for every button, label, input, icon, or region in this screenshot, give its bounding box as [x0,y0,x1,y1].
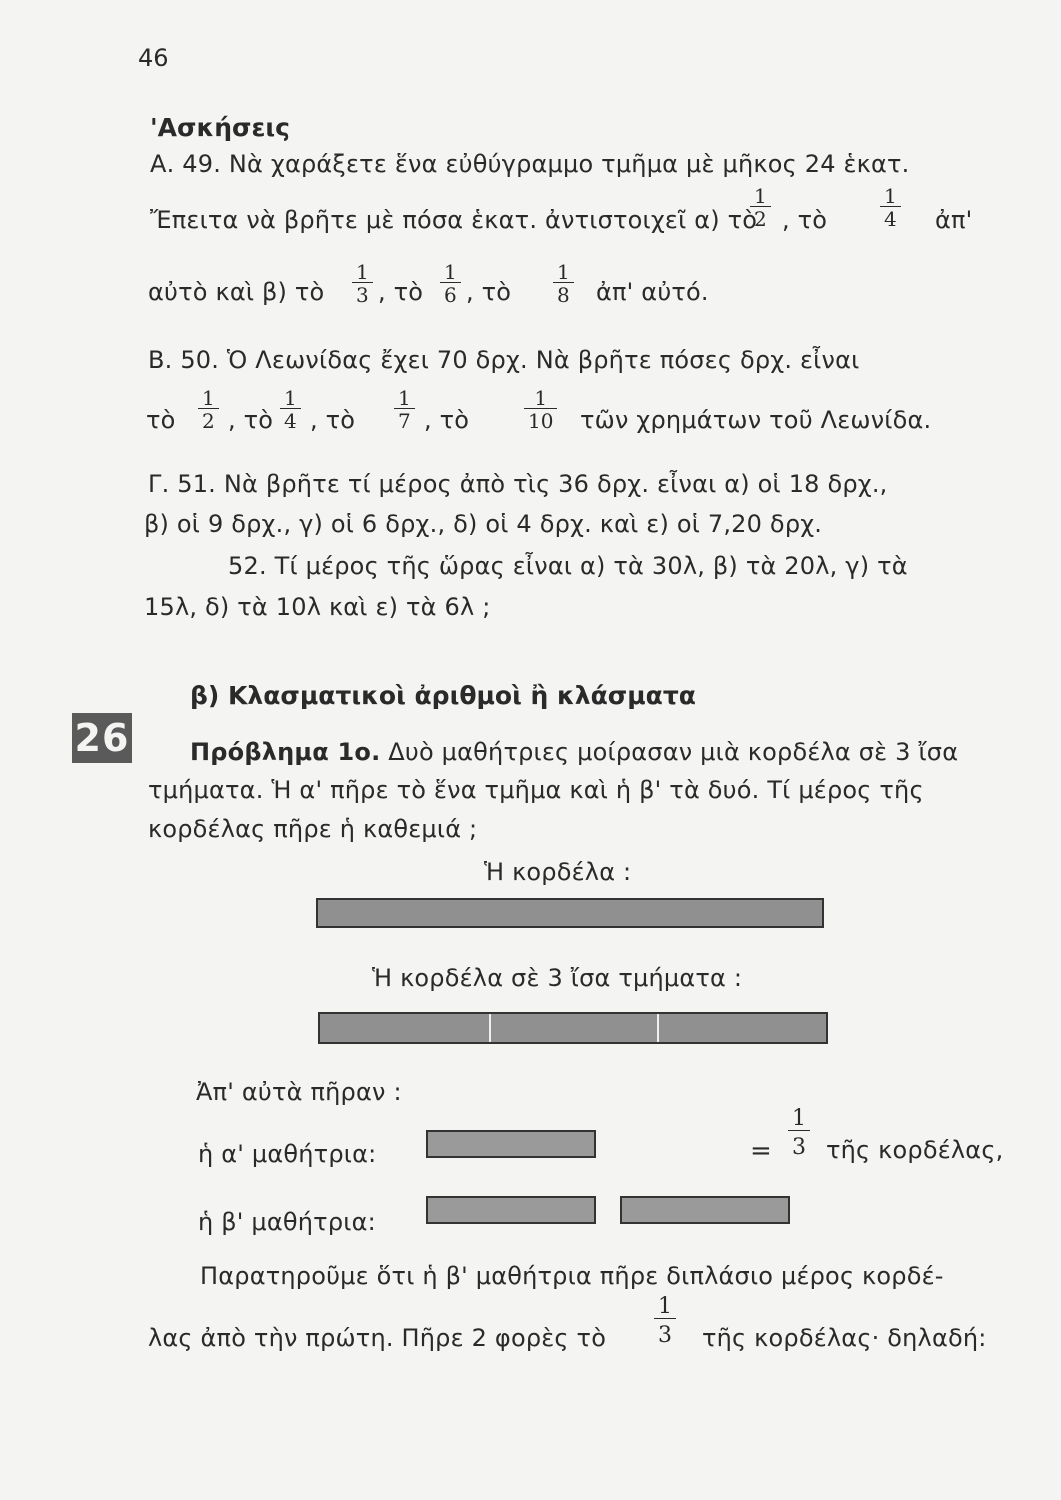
fraction-1-3-answer: $\frac{1}{3}$ [788,1108,810,1159]
problem-line2: τμήματα. Ἡ α' πῆρε τὸ ἕνα τμῆμα καὶ ἡ β' τὰ δυό. Τί μέρος τῆς [148,776,924,804]
ex49-line1: Α. 49. Νὰ χαράξετε ἕνα εὐθύγραμμο τμῆμα μὲ μῆκος 24 ἑκατ. [150,150,910,178]
ex49-line3d: ἀπ' αὐτό. [596,278,709,306]
ex49-line2b: , τὸ [782,206,828,234]
closing-line1: Παρατηροῦμε ὅτι ἡ β' μαθήτρια πῆρε διπλάσιο μέρος κορδέ- [200,1262,944,1290]
ex50-line1: Β. 50. Ὁ Λεωνίδας ἔχει 70 δρχ. Νὰ βρῆτε πόσες δρχ. εἶναι [148,346,860,374]
fraction-1-4-b: $\frac{1}{4}$ [280,388,301,431]
page-number: 46 [138,44,169,72]
ex51-line2: β) οἱ 9 δρχ., γ) οἱ 6 δρχ., δ) οἱ 4 δρχ. καὶ ε) οἱ 7,20 δρχ. [144,510,823,538]
equals-sign: = [750,1136,772,1166]
ex52-line1: 52. Τί μέρος τῆς ὥρας εἶναι α) τὰ 30λ, β) τὰ 20λ, γ) τὰ [228,552,908,580]
ribbon-divider [489,1014,491,1042]
fraction-1-8: $\frac{1}{8}$ [553,262,574,305]
ex50-line2e: τῶν χρημάτων τοῦ Λεωνίδα. [580,406,932,434]
ex50-line2c: , τὸ [310,406,356,434]
problem-heading: Πρόβλημα 1ο. [190,738,381,766]
ex50-line2b: , τὸ [228,406,274,434]
ex49-line3b: , τὸ [378,278,424,306]
ribbon-whole-bar [316,898,824,928]
fraction-1-2: $\frac{1}{2}$ [750,186,771,229]
fraction-1-6: $\frac{1}{6}$ [440,262,461,305]
student-b-label: ἡ β' μαθήτρια: [198,1208,376,1236]
ex50-line2d: , τὸ [424,406,470,434]
closing-line2b: τῆς κορδέλας· δηλαδή: [702,1324,987,1352]
they-took-label: Ἀπ' αὐτὰ πῆραν : [196,1078,402,1106]
ribbon-parts-label: Ἡ κορδέλα σὲ 3 ἴσα τμήματα : [372,964,743,992]
ribbon-piece [426,1130,596,1158]
student-a-label: ἡ α' μαθήτρια: [198,1140,377,1168]
ex49-line3a: αὐτὸ καὶ β) τὸ [148,278,325,306]
fraction-1-10: $\frac{1}{10}$ [524,388,557,431]
ribbon-parts-bar [318,1012,828,1044]
fraction-1-2-b: $\frac{1}{2}$ [198,388,219,431]
problem-line1 [190,738,958,766]
fraction-1-3-closing: $\frac{1}{3}$ [654,1296,676,1347]
ex51-line1: Γ. 51. Νὰ βρῆτε τί μέρος ἀπὸ τὶς 36 δρχ. εἶναι α) οἱ 18 δρχ., [148,470,888,498]
fraction-1-4: $\frac{1}{4}$ [880,186,901,229]
fraction-1-7: $\frac{1}{7}$ [394,388,415,431]
problem-line1-text: Δυὸ μαθήτριες μοίρασαν μιὰ κορδέλα σὲ 3 ἴσα [388,738,959,766]
problem-line3: κορδέλας πῆρε ἡ καθεμιά ; [148,815,478,843]
ribbon-piece [620,1196,790,1224]
fraction-1-3: $\frac{1}{3}$ [352,262,373,305]
of-ribbon-text: τῆς κορδέλας, [826,1136,1004,1164]
ribbon-piece [426,1196,596,1224]
ribbon-divider [657,1014,659,1042]
ex49-line2c: ἀπ' [935,206,973,234]
ex50-line2a: τὸ [146,406,176,434]
exercises-title: 'Ασκήσεις [150,113,290,142]
ex49-line2a: Ἔπειτα νὰ βρῆτε μὲ πόσα ἑκατ. ἀντιστοιχεῖ α) τὸ [150,206,758,234]
ex52-line2: 15λ, δ) τὰ 10λ καὶ ε) τὰ 6λ ; [144,593,491,621]
closing-line2a: λας ἀπὸ τὴν πρώτη. Πῆρε 2 φορὲς τὸ [148,1324,607,1352]
section-title: β) Κλασματικοὶ ἀριθμοὶ ἢ κλάσματα [190,681,696,710]
ribbon-label: Ἡ κορδέλα : [484,858,632,886]
section-badge: 26 [72,713,132,763]
ex49-line3c: , τὸ [466,278,512,306]
